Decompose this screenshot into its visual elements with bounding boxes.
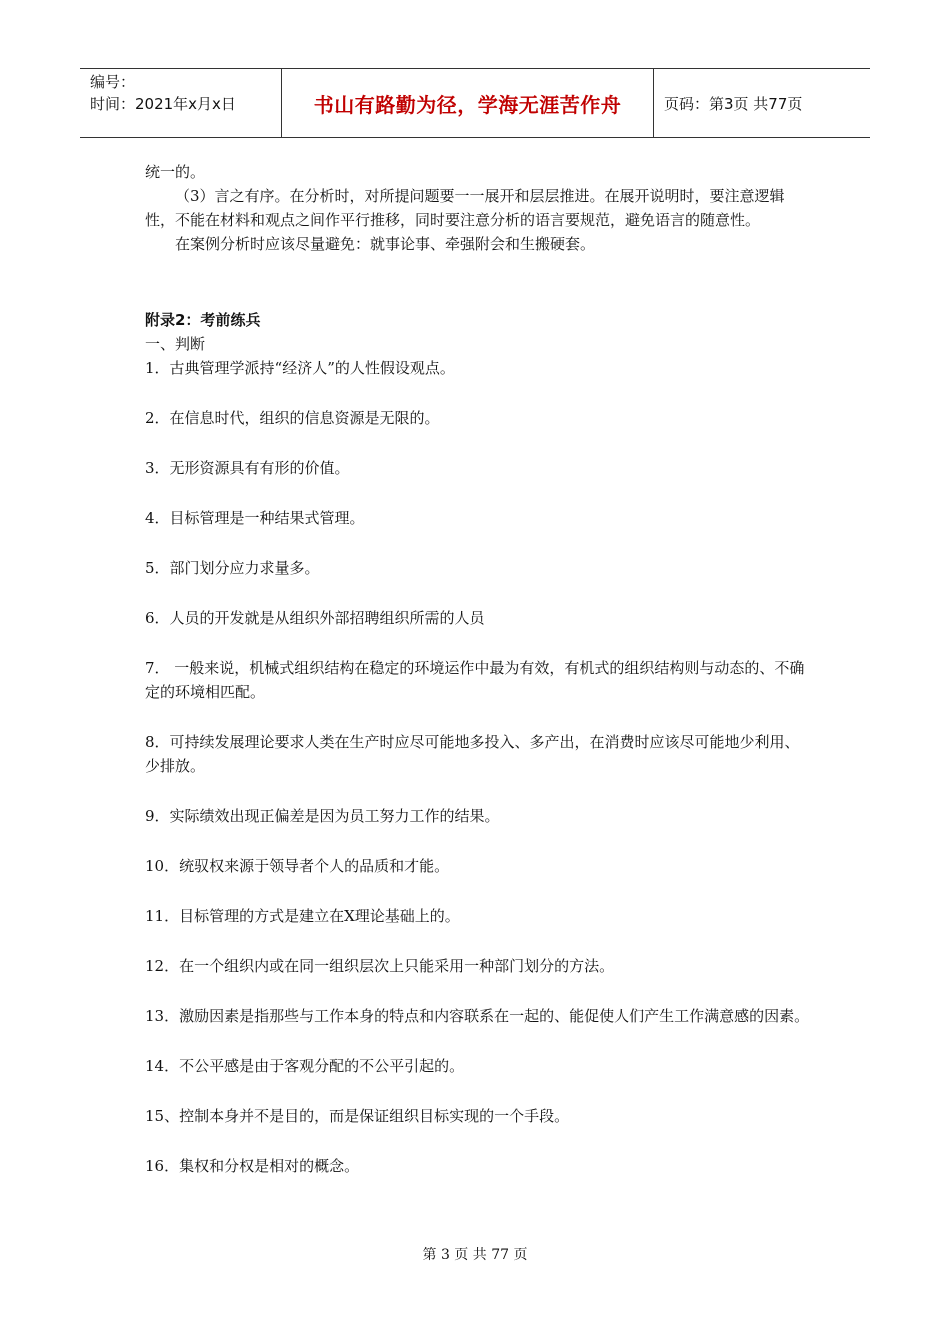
- page-header: [80, 68, 870, 138]
- serial-label: 编号：: [90, 73, 136, 91]
- intro-paragraph: 在案例分析时应该尽量避免：就事论事、牵强附会和生搬硬套。: [175, 235, 596, 253]
- question-item: 16．集权和分权是相对的概念。: [145, 1157, 360, 1175]
- intro-paragraph: （3）言之有序。在分析时，对所提问题要一一展开和层层推进。在展开说明时，要注意逻辑性，不能在材料和观点之间作平行推移，同时要注意分析的语言要规范，避免语言的随意性。: [145, 187, 785, 229]
- question-item: 12．在一个组织内或在同一组织层次上只能采用一种部门划分的方法。: [145, 957, 615, 975]
- header-meta: [80, 69, 282, 137]
- header-page-code: 页码：第3页 共77页: [664, 94, 803, 113]
- intro-line: 统一的。: [145, 163, 206, 181]
- appendix-title: 附录2：考前练兵: [145, 311, 261, 329]
- question-item: 6．人员的开发就是从组织外部招聘组织所需的人员: [145, 609, 485, 627]
- question-item: 3．无形资源具有有形的价值。: [145, 459, 350, 477]
- section-title: 一、判断: [145, 335, 206, 353]
- date-label: 时间：2021年x月x日: [90, 95, 236, 113]
- question-item: 4．目标管理是一种结果式管理。: [145, 509, 365, 527]
- document-body: [145, 160, 810, 1204]
- question-item: 11．目标管理的方式是建立在X理论基础上的。: [145, 907, 460, 925]
- question-item: 9．实际绩效出现正偏差是因为员工努力工作的结果。: [145, 807, 500, 825]
- question-item: 10．统驭权来源于领导者个人的品质和才能。: [145, 857, 450, 875]
- question-item: 8．可持续发展理论要求人类在生产时应尽可能地多投入、多产出，在消费时应该尽可能地少利用、少排放。: [145, 733, 800, 775]
- question-item: 1．古典管理学派持“经济人”的人性假设观点。: [145, 359, 455, 377]
- header-motto: 书山有路勤为径，学海无涯苦作舟: [282, 69, 654, 137]
- question-item: 7． 一般来说，机械式组织结构在稳定的环境运作中最为有效，有机式的组织结构则与动态的、不确定的环境相匹配。: [145, 659, 805, 701]
- question-item: 13．激励因素是指那些与工作本身的特点和内容联系在一起的、能促使人们产生工作满意感的因素。: [145, 1007, 810, 1025]
- question-item: 15、控制本身并不是目的，而是保证组织目标实现的一个手段。: [145, 1107, 570, 1125]
- page-footer: 第 3 页 共 77 页: [422, 1247, 528, 1263]
- question-item: 14．不公平感是由于客观分配的不公平引起的。: [145, 1057, 465, 1075]
- question-item: 5．部门划分应力求量多。: [145, 559, 320, 577]
- question-item: 2．在信息时代，组织的信息资源是无限的。: [145, 409, 440, 427]
